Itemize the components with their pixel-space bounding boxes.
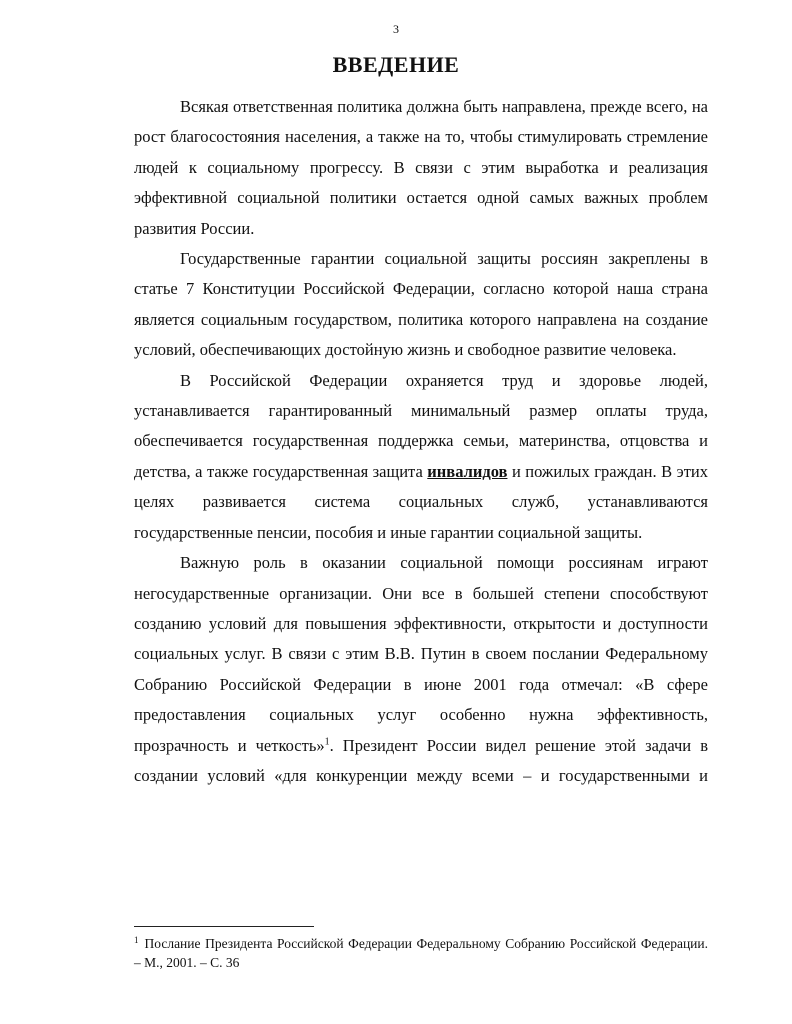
footnote-marker: 1 xyxy=(134,934,139,945)
paragraph-2: Государственные гарантии социальной защиты россиян закреплены в статье 7 Конституции Российской Федерации, согласно которой наша страна является социальным государством, политика которого направлена на создание условий, обеспечивающих достойную жизнь и свободное развитие человека. xyxy=(134,249,708,360)
body-text xyxy=(134,92,708,791)
page-title: ВВЕДЕНИЕ xyxy=(332,52,460,77)
paragraph-3 xyxy=(134,366,708,548)
footnote xyxy=(134,934,708,972)
paragraph-3-text-after: и пожилых граждан. В этих целях развивается система социальных служб, устанавливаются государственные пенсии, пособия и иные гарантии социальной защиты. xyxy=(134,461,708,542)
footnote-reference: 1 xyxy=(324,736,330,748)
paragraph-4-text-after: . Президент России видел решение этой задачи в создании условий «для конкуренции между всеми – и государственными и xyxy=(134,735,708,785)
footnote-divider xyxy=(134,926,314,927)
paragraph-3-text-before: В Российской Федерации охраняется труд и здоровье людей, устанавливается гарантированный минимальный размер оплаты труда, обеспечивается государственная поддержка семьи, материнства, отцовства и детства, а также государственная защита xyxy=(134,370,708,481)
footnote-text: Послание Президента Российской Федерации Федеральному Собранию Российской Федерации. – М., 2001. – С. 36 xyxy=(134,936,708,970)
page-number: 3 xyxy=(393,22,399,36)
paragraph-4 xyxy=(134,548,708,791)
paragraph-4-text-before: Важную роль в оказании социальной помощи россиянам играют негосударственные организации. Они все в большей степени способствуют созданию условий для повышения эффективности, открытости и доступности социальных услуг. В связи с этим В.В. Путин в своем послании Федеральному Собранию Российской Федерации в июне 2001 года отмечал: «В сфере предоставления социальных услуг особенно нужна эффективность, прозрачность и четкость» xyxy=(134,553,708,755)
paragraph-1: Всякая ответственная политика должна быть направлена, прежде всего, на рост благосостояния населения, а также на то, чтобы стимулировать стремление людей к социальному прогрессу. В связи с этим выработка и реализация эффективной социальной политики остается одной самых важных проблем развития России. xyxy=(134,97,708,238)
emphasized-term: инвалидов xyxy=(427,461,508,481)
